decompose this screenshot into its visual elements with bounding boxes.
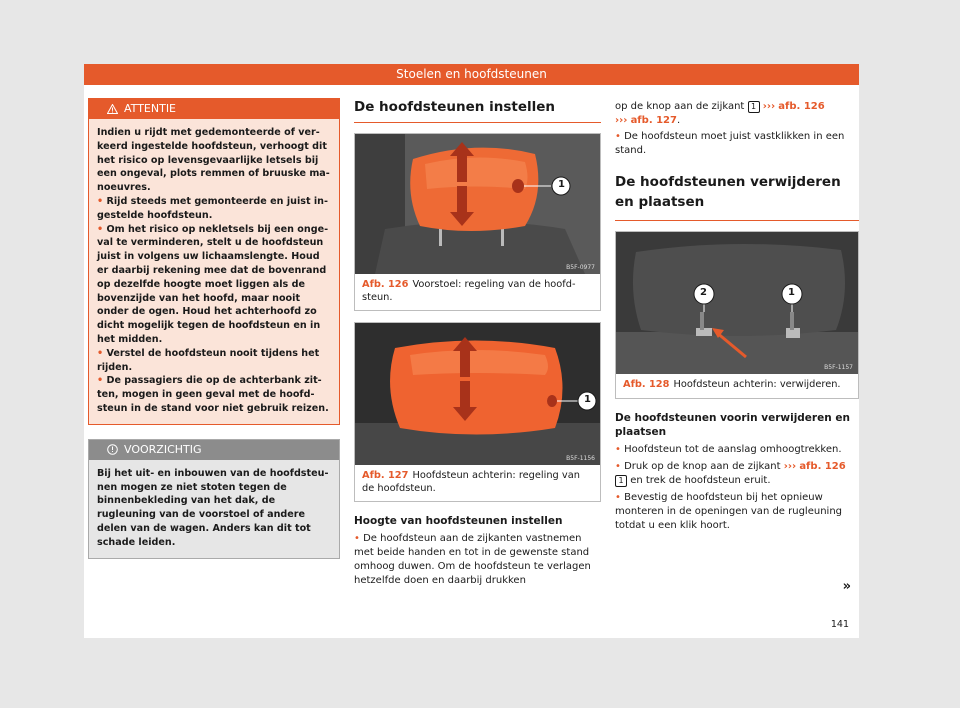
figure-caption: Afb. 127 Hoofdsteun achterin: regeling van de hoofdsteun.: [362, 470, 580, 494]
bullet-icon: •: [615, 443, 625, 455]
headrest-rear-image: [355, 323, 600, 465]
column-middle: [354, 98, 601, 588]
callout-number: 1: [788, 287, 795, 298]
column-left: [88, 98, 340, 559]
adjust-text-continued: op de knop aan de zijkant 1 ››› afb. 126 ››› afb. 127.: [615, 101, 825, 126]
figure-number: Afb. 126: [362, 279, 409, 290]
adjust-bullet: • De hoofdsteun moet juist vastklikken in een stand.: [615, 131, 845, 156]
section-title: De hoofdsteunen verwijderen en plaatsen: [615, 172, 859, 221]
remove-bullet: • Druk op de knop aan de zijkant ››› afb. 126 1 en trek de hoofdsteun eruit.: [615, 460, 846, 486]
figure-code: B5F-1156: [566, 455, 595, 462]
caution-header: [89, 440, 339, 460]
warning-bullet: • De passagiers die op de achterbank zitten, mogen in geen geval met de hoofdsteun in de stand voor niet gebruik reizen.: [97, 375, 329, 414]
figure-link[interactable]: afb. 126: [778, 101, 825, 112]
headrest-remove-image: [616, 232, 858, 374]
figure-code: B5F-0977: [566, 264, 595, 271]
warning-body: [89, 119, 339, 424]
headrest-front-illustration: [355, 134, 600, 274]
figure-link[interactable]: afb. 127: [630, 115, 677, 126]
remove-bullet: • Bevestig de hoofdsteun bij het opnieuw monteren in de openingen van de rugleuning totdat u een klik hoort.: [615, 491, 843, 531]
continue-marker: »: [842, 579, 851, 594]
headrest-remove-illustration: [616, 232, 858, 374]
warning-bullet: • Rijd steeds met gemonteerde en juist ingestelde hoofdsteun.: [97, 195, 328, 221]
subsection-title: De hoofdsteunen voorin verwijderen en plaatsen: [615, 411, 850, 438]
remove-bullet: • Hoofdsteun tot de aanslag omhoogtrekken.: [615, 443, 842, 455]
callout-number: 1: [584, 394, 591, 405]
page-number: 141: [830, 619, 849, 630]
info-circle-icon: [107, 444, 118, 455]
arrows-glyph: ›››: [615, 115, 628, 126]
figure-link[interactable]: afb. 126: [799, 460, 846, 472]
bullet-icon: •: [354, 533, 364, 544]
warning-bullet: • Om het risico op nekletsels bij een ongeval te verminderen, stelt u de hoofdsteun juist in volgens uw lichaamslengte. Houd er daarbij rekening mee dat de bovenrand op dezelfde hoogte moet liggen als de bovenzijde van het hoofd, maar nooit onder de ogen. Houd het achterhoofd zo dicht mogelijk tegen de hoofdsteun en in het midden.: [97, 223, 329, 345]
warning-title: ATTENTIE: [124, 102, 177, 115]
callout-ref: 1: [615, 475, 627, 487]
figure-128: [615, 231, 859, 399]
chapter-header: Stoelen en hoofdsteunen: [84, 64, 859, 85]
adjust-text: • De hoofdsteun aan de zijkanten vastnemen met beide handen en tot in de gewenste stand omhoog duwen. Om de hoofdsteun te verlagen hetzelfde doen en daarbij drukken: [354, 533, 591, 586]
caution-box: [88, 439, 340, 559]
manual-page: [84, 64, 859, 638]
caution-text: Bij het uit- en inbouwen van de hoofdsteunen mogen ze niet stoten tegen de binnenbekleding van het dak, de rugleuning van de voorstoel of andere delen van de wagen. Anders kan dit tot schade leiden.: [97, 467, 329, 548]
figure-127: [354, 322, 601, 502]
headrest-front-image: [355, 134, 600, 274]
figure-126: [354, 133, 601, 311]
figure-code: B5F-1157: [824, 364, 853, 371]
caution-title: VOORZICHTIG: [124, 442, 202, 456]
warning-bullet: • Verstel de hoofdsteun nooit tijdens het rijden.: [97, 347, 320, 373]
subsection-title: Hoogte van hoofdsteunen instellen: [354, 515, 563, 527]
bullet-icon: •: [97, 195, 107, 207]
figure-caption: Afb. 128 Hoofdsteun achterin: verwijderen.: [623, 379, 841, 390]
callout-number: 2: [700, 287, 707, 298]
bullet-icon: •: [97, 375, 107, 387]
arrows-glyph: ›››: [762, 101, 776, 112]
warning-header: [89, 99, 339, 119]
section-title: De hoofdsteunen instellen: [354, 98, 601, 123]
callout-ref: 1: [748, 101, 760, 113]
bullet-icon: •: [615, 460, 625, 472]
warning-intro: Indien u rijdt met gedemonteerde of verkeerd ingestelde hoofdsteun, verhoogt dit het risico op levensgevaarlijke letsels bij een ongeval, plots remmen of bruuske manoeuvres.: [97, 127, 330, 194]
bullet-icon: •: [97, 223, 107, 235]
figure-number: Afb. 128: [623, 379, 670, 390]
arrows-glyph: ›››: [783, 460, 797, 472]
callout-number: 1: [558, 179, 565, 190]
figure-caption: Afb. 126 Voorstoel: regeling van de hoofdsteun.: [362, 279, 576, 303]
figure-number: Afb. 127: [362, 470, 409, 481]
bullet-icon: •: [615, 131, 625, 142]
warning-box: [88, 98, 340, 425]
headrest-rear-illustration: [355, 323, 600, 465]
bullet-icon: •: [615, 491, 625, 503]
column-right: [615, 100, 859, 533]
warning-triangle-icon: [107, 104, 118, 114]
bullet-icon: •: [97, 347, 107, 359]
